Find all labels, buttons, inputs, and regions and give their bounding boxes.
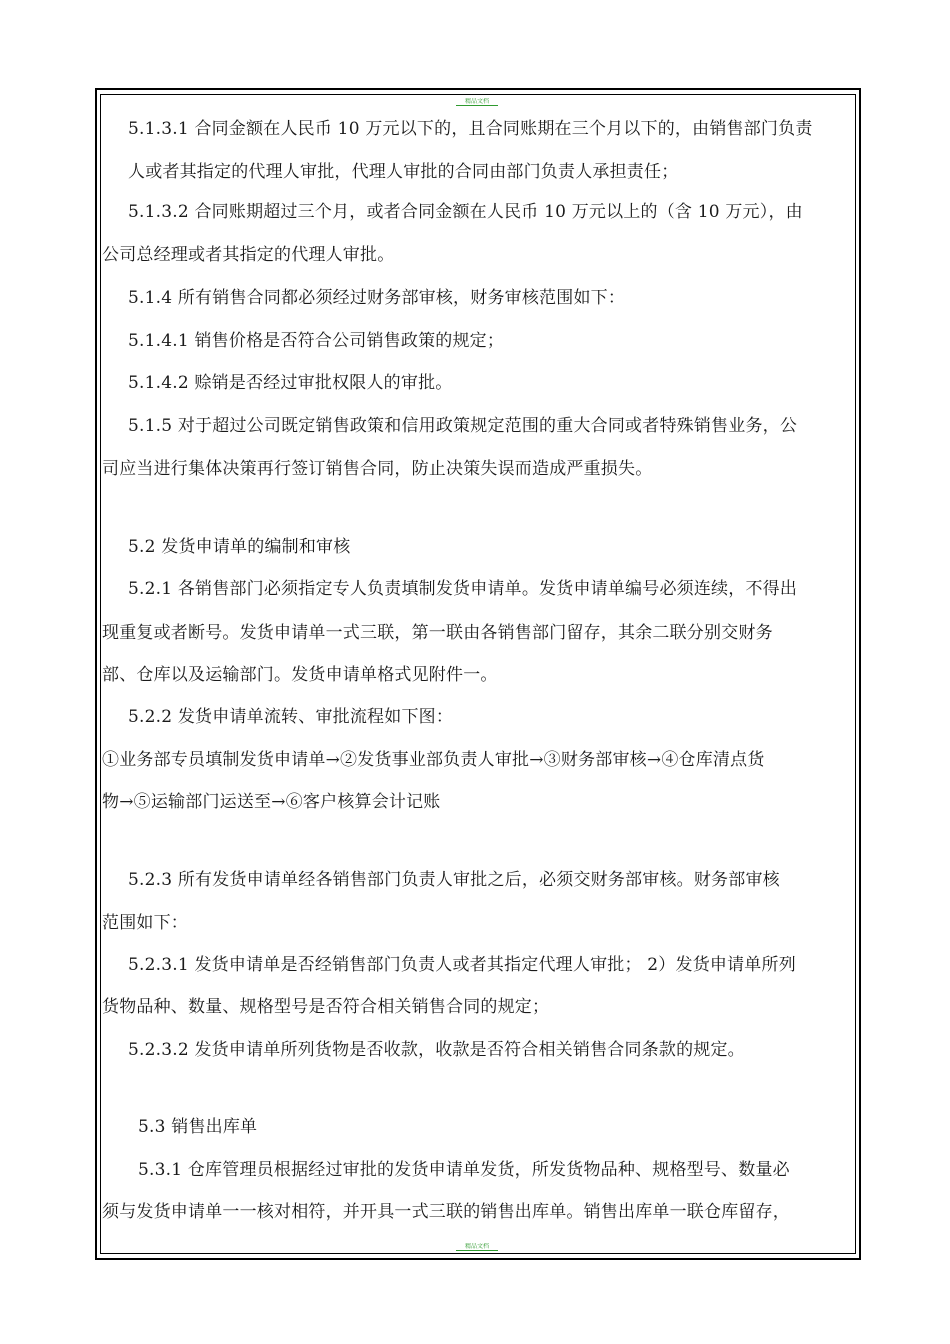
text-line: 司应当进行集体决策再行签订销售合同，防止决策失误而造成严重损失。	[102, 459, 653, 479]
text-line: 5.2.3 所有发货申请单经各销售部门负责人审批之后，必须交财务部审核。财务部审核	[128, 870, 780, 890]
text-line: 人或者其指定的代理人审批，代理人审批的合同由部门负责人承担责任；	[128, 162, 679, 182]
text-line: 部、仓库以及运输部门。发货申请单格式见附件一。	[102, 665, 498, 685]
text-line: 5.1.4.2 赊销是否经过审批权限人的审批。	[128, 373, 453, 393]
text-line: 范围如下：	[102, 913, 188, 933]
text-line: 货物品种、数量、规格型号是否符合相关销售合同的规定；	[102, 997, 550, 1017]
section-heading: 5.3 销售出库单	[138, 1117, 258, 1137]
text-line: 5.3.1 仓库管理员根据经过审批的发货申请单发货，所发货物品种、规格型号、数量必	[138, 1160, 790, 1180]
text-line: 5.2.3.2 发货申请单所列货物是否收款，收款是否符合相关销售合同条款的规定。	[128, 1040, 745, 1060]
header-watermark: 精品文档	[456, 98, 498, 106]
text-line: 公司总经理或者其指定的代理人审批。	[102, 245, 395, 265]
text-line: 5.1.4 所有销售合同都必须经过财务部审核，财务审核范围如下：	[128, 288, 626, 308]
section-heading: 5.2 发货申请单的编制和审核	[128, 537, 351, 557]
text-line: 5.2.2 发货申请单流转、审批流程如下图：	[128, 707, 454, 727]
text-line: 5.2.1 各销售部门必须指定专人负责填制发货申请单。发货申请单编号必须连续，不得出	[128, 579, 798, 599]
footer-watermark: 精品文档	[456, 1243, 498, 1251]
text-line: 5.1.3.1 合同金额在人民币 10 万元以下的，且合同账期在三个月以下的，由销售部门负责	[128, 119, 813, 139]
text-line: 现重复或者断号。发货申请单一式三联，第一联由各销售部门留存，其余二联分别交财务	[102, 623, 773, 643]
text-line: 5.1.4.1 销售价格是否符合公司销售政策的规定；	[128, 331, 505, 351]
text-line: 5.1.3.2 合同账期超过三个月，或者合同金额在人民币 10 万元以上的（含 10 万元），由	[128, 202, 803, 222]
text-line: ①业务部专员填制发货申请单→②发货事业部负责人审批→③财务部审核→④仓库清点货	[102, 750, 765, 770]
text-line: 5.1.5 对于超过公司既定销售政策和信用政策规定范围的重大合同或者特殊销售业务，公	[128, 416, 798, 436]
text-line: 物→⑤运输部门运送至→⑥客户核算会计记账	[102, 792, 441, 812]
text-line: 5.2.3.1 发货申请单是否经销售部门负责人或者其指定代理人审批； 2）发货申请单所列	[128, 955, 796, 975]
text-line: 须与发货申请单一一核对相符，并开具一式三联的销售出库单。销售出库单一联仓库留存，	[102, 1202, 790, 1222]
